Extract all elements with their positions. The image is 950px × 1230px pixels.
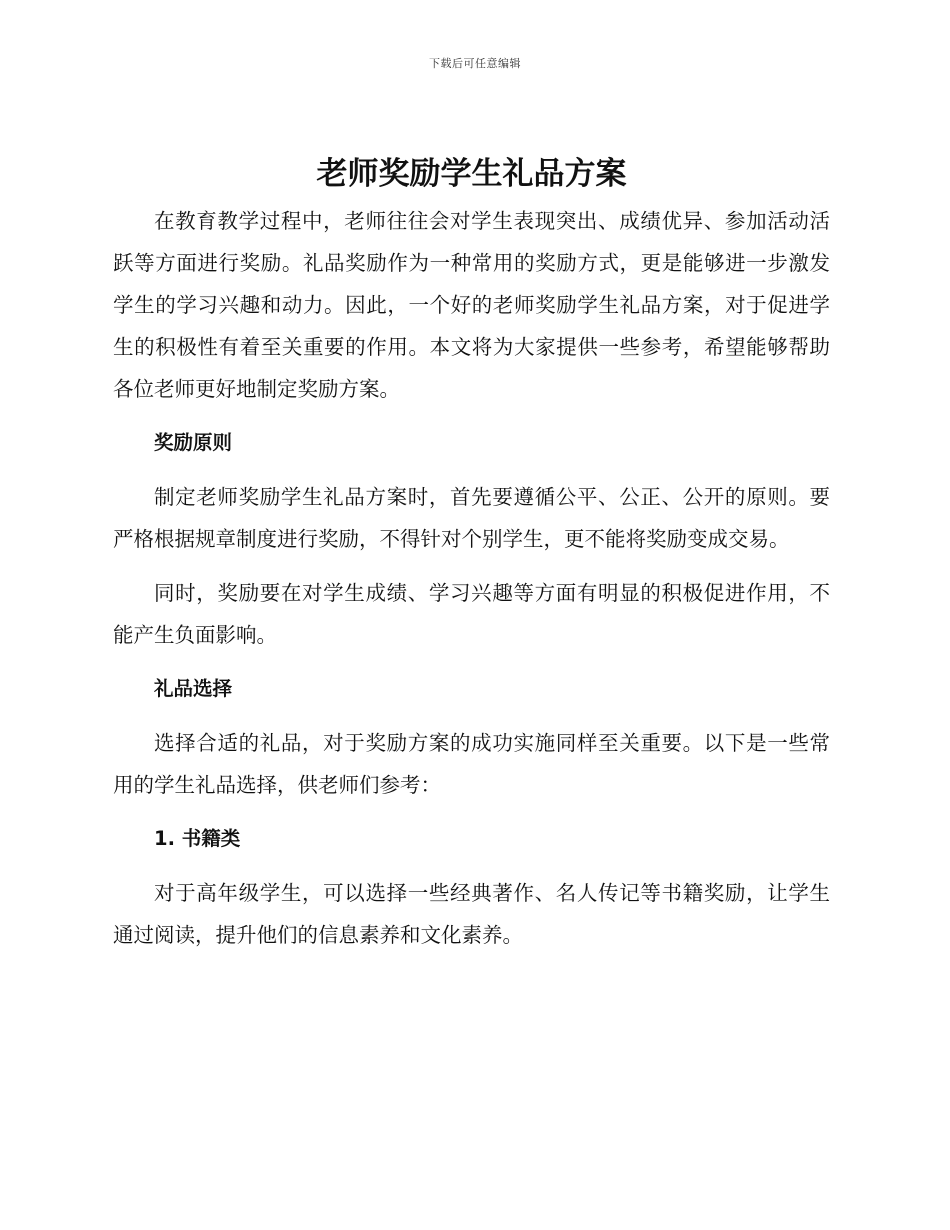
paragraph: 制定老师奖励学生礼品方案时，首先要遵循公平、公正、公开的原则。要严格根据规章制度进行奖励，不得针对个别学生，更不能将奖励变成交易。	[113, 485, 830, 551]
paragraph: 同时，奖励要在对学生成绩、学习兴趣等方面有明显的积极促进作用，不能产生负面影响。	[113, 581, 830, 647]
document-body	[113, 148, 830, 956]
paragraph: 对于高年级学生，可以选择一些经典著作、名人传记等书籍奖励，让学生通过阅读，提升他们的信息素养和文化素养。	[113, 881, 830, 947]
header-note: 下载后可任意编辑	[429, 57, 521, 70]
document-title: 老师奖励学生礼品方案	[316, 156, 627, 192]
paragraph: 选择合适的礼品，对于奖励方案的成功实施同样至关重要。以下是一些常用的学生礼品选择，供老师们参考：	[113, 731, 830, 797]
intro-paragraph: 在教育教学过程中，老师往往会对学生表现突出、成绩优异、参加活动活跃等方面进行奖励。礼品奖励作为一种常用的奖励方式，更是能够进一步激发学生的学习兴趣和动力。因此，一个好的老师奖励学生礼品方案，对于促进学生的积极性有着至关重要的作用。本文将为大家提供一些参考，希望能够帮助各位老师更好地制定奖励方案。	[113, 209, 830, 401]
subheading-books: 1. 书籍类	[154, 827, 241, 850]
section-heading-reward-principles: 奖励原则	[154, 431, 233, 454]
section-heading-gift-selection: 礼品选择	[154, 677, 233, 700]
